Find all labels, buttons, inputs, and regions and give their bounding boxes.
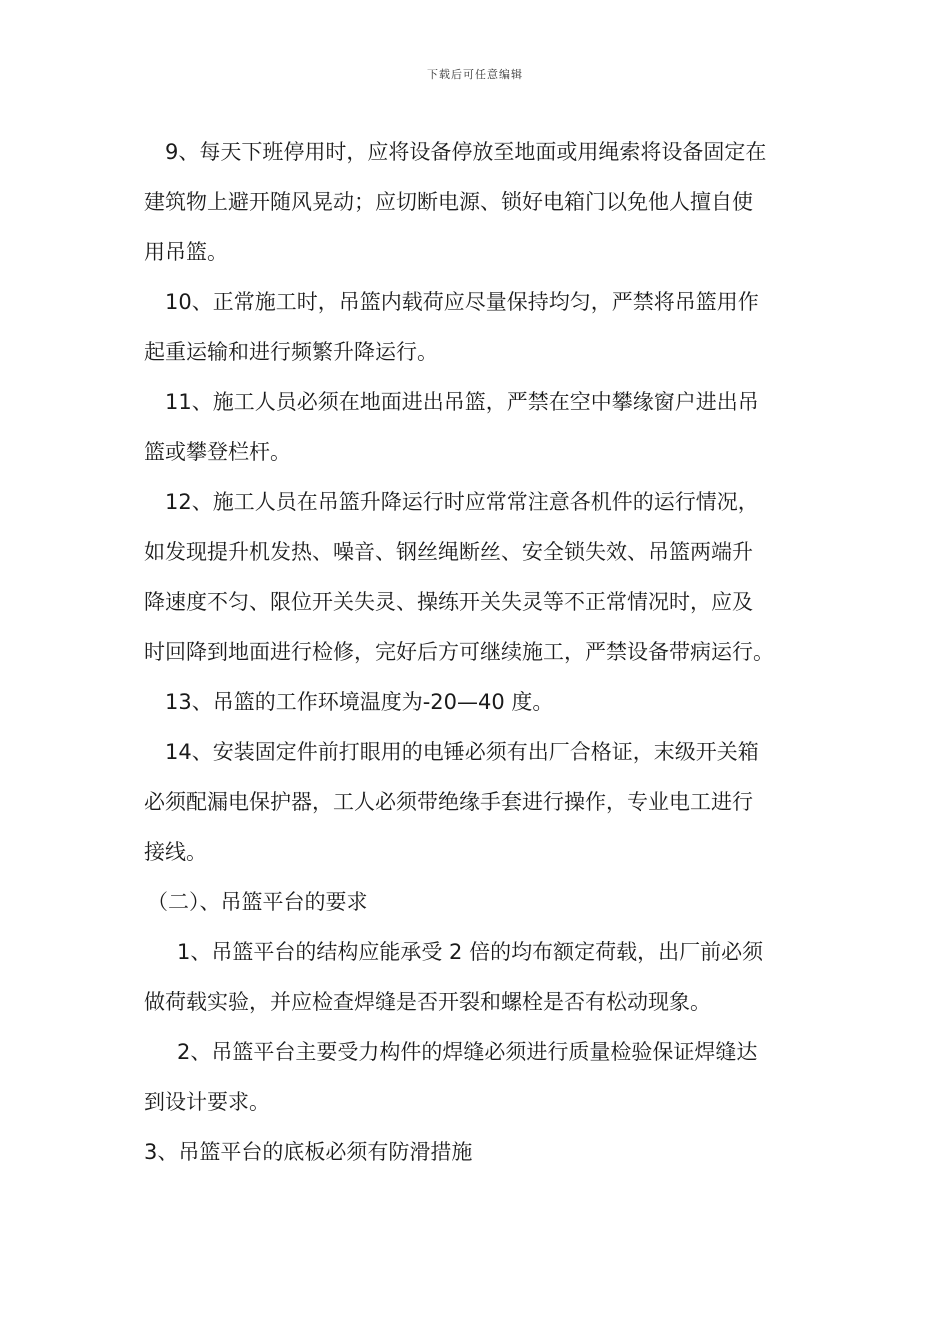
paragraph-line: 14、安装固定件前打眼用的电锤必须有出厂合格证，末级开关箱: [165, 740, 759, 764]
paragraph-line: 如发现提升机发热、噪音、钢丝绳断丝、安全锁失效、吊篮两端升: [144, 540, 753, 564]
paragraph-line: 做荷载实验，并应检查焊缝是否开裂和螺栓是否有松动现象。: [144, 990, 711, 1014]
paragraph-line: 1、吊篮平台的结构应能承受 2 倍的均布额定荷载，出厂前必须: [177, 940, 764, 964]
section-heading: [144, 877, 824, 927]
paragraph-line: 降速度不匀、限位开关失灵、操练开关失灵等不正常情况时，应及: [144, 590, 753, 614]
paragraph-line: 起重运输和进行频繁升降运行。: [144, 340, 438, 364]
paragraph-line: 9、每天下班停用时，应将设备停放至地面或用绳索将设备固定在: [165, 140, 767, 164]
paragraph-requirement-3: [144, 1127, 824, 1177]
paragraph-requirement-1: [144, 927, 824, 1027]
paragraph-requirement-2: [144, 1027, 824, 1127]
paragraph-item-11: [144, 377, 824, 477]
paragraph-line: 篮或攀登栏杆。: [144, 440, 291, 464]
paragraph-line: 11、施工人员必须在地面进出吊篮，严禁在空中攀缘窗户进出吊: [165, 390, 759, 414]
paragraph-line: 时回降到地面进行检修，完好后方可继续施工，严禁设备带病运行。: [144, 640, 774, 664]
header-note: 下载后可任意编辑: [427, 68, 523, 81]
paragraph-line: 用吊篮。: [144, 240, 228, 264]
paragraph-line: 必须配漏电保护器，工人必须带绝缘手套进行操作，专业电工进行: [144, 790, 753, 814]
paragraph-line: 3、吊篮平台的底板必须有防滑措施: [144, 1140, 473, 1164]
paragraph-item-14: [144, 727, 824, 877]
paragraph-item-10: [144, 277, 824, 377]
paragraph-item-12: [144, 477, 824, 677]
paragraph-line: 建筑物上避开随风晃动；应切断电源、锁好电箱门以免他人擅自使: [144, 190, 753, 214]
paragraph-line: 到设计要求。: [144, 1090, 270, 1114]
document-body: [144, 127, 824, 1177]
paragraph-item-9: [144, 127, 824, 277]
paragraph-line: 2、吊篮平台主要受力构件的焊缝必须进行质量检验保证焊缝达: [177, 1040, 758, 1064]
paragraph-line: 接线。: [144, 840, 207, 864]
paragraph-line: 13、吊篮的工作环境温度为-20—40 度。: [165, 690, 554, 714]
paragraph-item-13: [144, 677, 824, 727]
paragraph-line: 12、施工人员在吊篮升降运行时应常常注意各机件的运行情况，: [165, 490, 759, 514]
section-heading-text: （二）、吊篮平台的要求: [147, 890, 368, 914]
paragraph-line: 10、正常施工时，吊篮内载荷应尽量保持均匀，严禁将吊篮用作: [165, 290, 759, 314]
